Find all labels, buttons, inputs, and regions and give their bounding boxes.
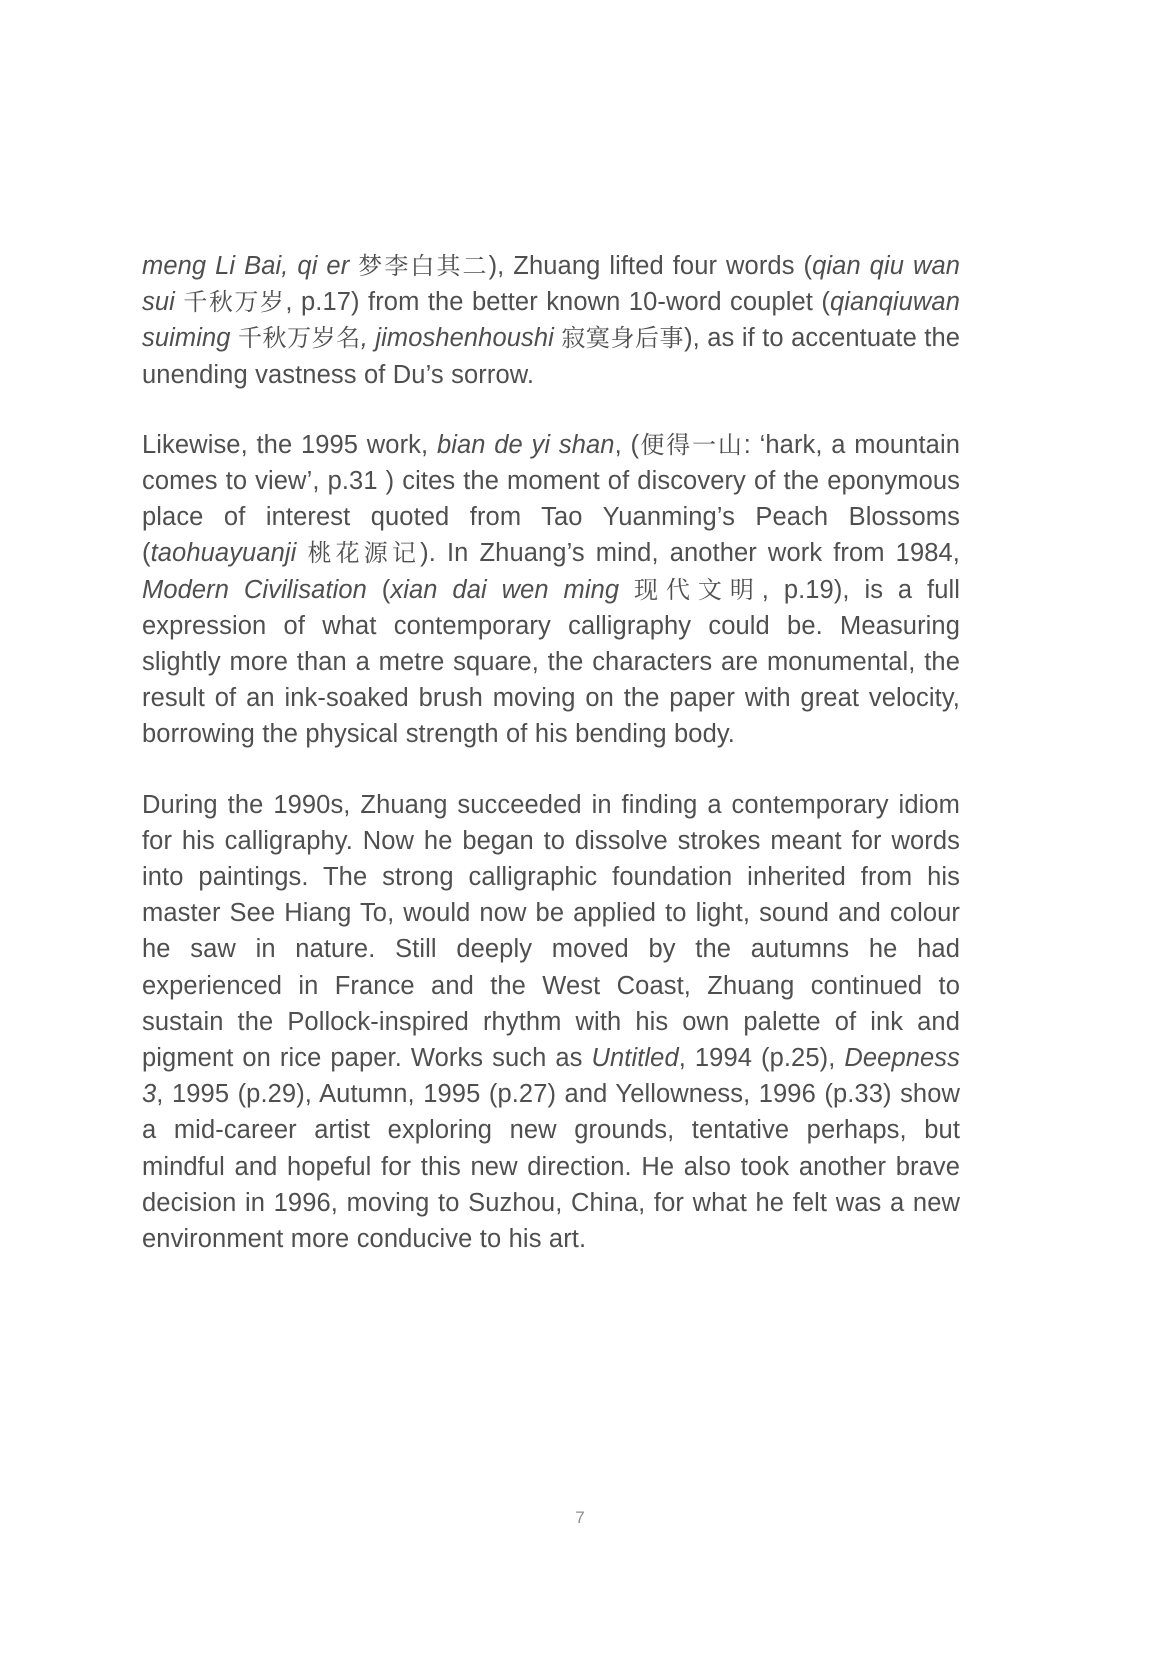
text-run: ( [366,575,391,604]
italic-run: taohuayuanji [150,539,308,568]
italic-run: Untitled [591,1044,679,1073]
italic-run: xian dai wen ming [390,575,634,604]
italic-run: Deepness 3 [142,1044,960,1109]
cjk-run: 千秋万岁 [183,288,286,317]
paragraph-1 [142,248,960,393]
text-run: , 1994 (p.25), [678,1044,845,1073]
text-run: , 1995 (p.29), Autumn, 1995 (p.27) and Yellowness, 1996 (p.33) show a mid-career artist exploring new grounds, tentative perhaps, but mindful and hopeful for this new direction. He also took another brave decision in 1996, moving to Suzhou, China, for what he felt was a new environment more conducive to his art. [142,1080,960,1254]
cjk-run: 现代文明 [634,575,762,604]
italic-run: Modern Civilisation [142,575,367,604]
page-body-text-column [142,248,960,1257]
italic-run: , jimoshenhoushi [360,324,562,353]
cjk-run: 便得一山 [639,430,744,459]
text-run: , p.19), is a full expression of what contemporary calligraphy could be. Measuring slightly more than a metre square, the characters are monumental, the result of an ink-soaked brush moving on the paper with great velocity, borrowing the physical strength of his bending body. [142,575,961,749]
cjk-run: 寂寞身后事 [561,324,685,353]
paragraph-2 [142,427,960,753]
text-run: , p.17) from the better known 10-word couplet ( [285,288,830,317]
text-run: ), Zhuang lifted four words ( [488,252,813,280]
italic-run: bian de yi shan [436,430,615,459]
italic-run: meng Li Bai, qi er [142,252,359,280]
text-run: Likewise, the 1995 work, [142,430,437,459]
text-run: , ( [614,430,640,459]
text-run: ). In Zhuang’s mind, another work from 1984, [420,539,960,568]
text-run: ), as if to accentuate the unending vastness of Du’s sorrow. [142,324,961,389]
text-run: During the 1990s, Zhuang succeeded in finding a contemporary idiom for his calligraphy. Now he began to dissolve strokes meant for words into paintings. The strong calligraphic foundation inherited from his master See Hiang To, would now be applied to light, sound and colour he saw in nature. Still deeply moved by the autumns he had experienced in France and the West Coast, Zhuang continued to sustain the Pollock-inspired rhythm with his own palette of ink and pigment on rice paper. Works such as [142,790,960,1073]
cjk-run: 千秋万岁名 [238,324,361,353]
italic-run: qian qiu wan sui [142,252,961,317]
cjk-run: 梦李白其二 [358,252,489,280]
text-run: : ‘hark, a mountain comes to view’, p.31 ) cites the moment of discovery of the eponymous place of interest quoted from Tao Yuanming’s Peach Blossoms ( [142,430,961,568]
italic-run: qianqiuwan suiming [142,288,960,353]
page-number: 7 [575,1508,585,1527]
cjk-run: 桃花源记 [307,539,421,568]
paragraph-3 [142,787,960,1258]
